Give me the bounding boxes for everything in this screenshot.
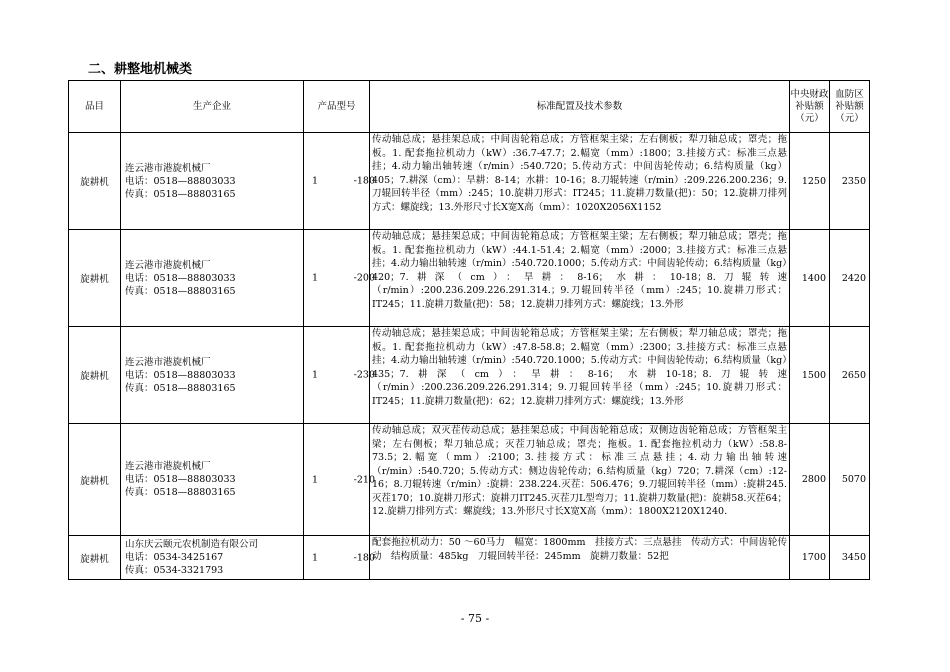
table-row [69,230,870,327]
company-cell [121,536,304,580]
company-phone: 电话：0518—88803033 [125,272,236,284]
spec-cell [370,536,790,580]
product-name: 旋耕机 [69,536,121,580]
spec-text: 传动轴总成；悬挂架总成；中间齿轮箱总成；方管框架主梁；左右侧板；犁刀轴总成；罩壳；拖板。1. 配套拖拉机动力（kW）:44.1-51.4；2.幅宽（mm）:2000；3.挂接方式：标准三点悬挂；4.动力输出轴转速（r/min）:540.720.1000；5.传动方式：中间齿轮传动；6.结构质量（kg）420；7.耕深（cm）：旱耕：8-16；水耕：10-18；8.刀辊转速（r/min）:200.236.209.226.291.314.；9.刀辊回转半径（mm）:245；10.旋耕刀形式：IT245；11.旋耕刀数量(把)：58；12.旋耕刀排列方式：螺旋线；13.外形 [372,231,787,310]
spec-text: 传动轴总成；悬挂架总成；中间齿轮箱总成；方管框架主梁；左右侧板；犁刀轴总成；罩壳；拖板。1. 配套拖拉机动力（kW）:36.7-47.7；2.幅宽（mm）:1800；3.挂接方式：标准三点悬挂；4.动力输出轴转速（r/min）:540.720；5.传动方式：中间齿轮传动；6.结构质量（kg）405；7.耕深（cm）：旱耕：8-14；水耕：10-16；8.刀辊转速（r/min）:209.226.200.236；9.刀辊回转半径（mm）:245；10.旋耕刀形式：IT245；11.旋耕刀数量(把)：50；12.旋耕刀排列方式：螺旋线；13.外形尺寸长X宽X高（mm）：1020X2056X1152 [372,134,787,213]
model-suffix: -230 [353,369,375,381]
blood-subsidy: 2350 [830,133,870,230]
central-subsidy: 1700 [790,536,830,580]
company-cell [121,230,304,327]
spec-text: 传动轴总成；悬挂架总成；中间齿轮箱总成；方管框架主梁；左右侧板；犁刀轴总成；罩壳；拖板。1. 配套拖拉机动力（kW）:47.8-58.8；2.幅宽（mm）:2300；3.挂接方式：标准三点悬挂；4.动力输出轴转速（r/min）:540.720.1000；5.传动方式：中间齿轮传动；6.结构质量（kg）435；7.耕深（cm）：旱耕：8-16；水耕10-18；8.刀辊转速（r/min）:200.236.209.226.291.314；9.刀辊回转半径（mm）:245；10.旋耕刀形式：IT245；11.旋耕刀数量(把)：62；12.旋耕刀排列方式：螺旋线；13.外形 [372,328,787,407]
company-phone: 电话：0518—88803033 [125,474,236,485]
company-fax: 传真：0518—88803165 [125,285,236,297]
model-prefix: 1 [312,369,319,381]
table-header-row [69,81,870,133]
model-suffix: -180 [353,175,375,187]
header-blood-line-1: 血防区 [835,88,864,100]
model-suffix: -180 [353,552,375,563]
section-title: 二、耕整地机械类 [88,62,193,77]
model-cell [304,133,375,230]
company-fax: 传真：0534-3321793 [125,565,224,576]
company-phone: 电话：0534-3425167 [125,552,224,563]
header-blood-line-3: （元） [835,112,864,124]
model-prefix: 1 [312,272,319,284]
company-name: 连云港市港旋机械厂 [125,162,211,174]
product-name: 旋耕机 [69,327,121,424]
company-phone: 电话：0518—88803033 [125,175,236,187]
header-central-line-1: 中央财政 [790,88,829,100]
spec-cell [370,424,790,536]
company-cell [121,424,304,536]
header-model: 产品型号 [304,81,370,133]
header-company: 生产企业 [121,81,304,133]
central-subsidy: 1250 [790,133,830,230]
header-blood-subsidy [830,81,870,133]
blood-subsidy: 2420 [830,230,870,327]
product-name: 旋耕机 [69,133,121,230]
page-number: - 75 - [460,612,490,625]
company-name: 连云港市港旋机械厂 [125,356,211,368]
model-cell [304,230,375,327]
central-subsidy: 1400 [790,230,830,327]
header-spec: 标准配置及技术参数 [370,81,790,133]
company-fax: 传真：0518—88803165 [125,382,236,394]
header-central-line-2: 补贴额 [795,100,824,112]
table-row [69,424,870,536]
table-row [69,327,870,424]
product-name: 旋耕机 [69,230,121,327]
blood-subsidy: 3450 [830,536,870,580]
company-name: 连云港市港旋机械厂 [125,461,211,472]
subsidy-table [68,80,870,580]
model-prefix: 1 [312,552,319,563]
spec-text: 传动轴总成；双灭茬传动总成；悬挂架总成；中间齿轮箱总成；双侧边齿轮箱总成；方管框架主梁；左右侧板；犁刀轴总成；灭茬刀轴总成；罩壳；拖板。1. 配套拖拉机动力（kW）:58.8-73.5；2.幅宽（mm）:2100；3.挂接方式：标准三点悬挂；4.动力输出轴转速（r/min）:540.720；5.传动方式：侧边齿轮传动；6.结构质量（kg）720；7.耕深（cm）:12-16；8.刀辊转速（r/min）:旋耕：238.224.灭茬：506.476；9.刀辊回转半径（mm）:旋耕245.灭茬170；10.旋耕刀形式：旋耕刀IT245.灭茬刀L型弯刀；11.旋耕刀数量(把)：旋耕58.灭茬64；12.旋耕刀排列方式：螺旋线；13.外形尺寸长X宽X高（mm）：1800X2120X1240. [372,425,788,517]
central-subsidy: 1500 [790,327,830,424]
spec-cell [370,230,790,327]
company-cell [121,327,304,424]
product-name: 旋耕机 [69,424,121,536]
spec-text: 配套拖拉机动力：50 ～60马力 幅宽：1800mm 挂接方式：三点悬挂 传动方式：中间齿轮传动 结构质量：485kg 刀辊回转半径：245mm 旋耕刀数量：52把 [372,537,787,562]
company-phone: 电话：0518—88803033 [125,369,236,381]
company-fax: 传真：0518—88803165 [125,487,236,498]
model-cell [304,424,375,536]
model-suffix: -210 [353,474,375,485]
table-row [69,133,870,230]
header-central-subsidy [790,81,830,133]
model-cell [304,327,375,424]
header-blood-line-2: 补贴额 [835,100,864,112]
model-prefix: 1 [312,175,319,187]
company-fax: 传真：0518—88803165 [125,188,236,200]
blood-subsidy: 2650 [830,327,870,424]
spec-cell [370,133,790,230]
central-subsidy: 2800 [790,424,830,536]
model-prefix: 1 [312,474,319,485]
blood-subsidy: 5070 [830,424,870,536]
company-name: 连云港市港旋机械厂 [125,259,211,271]
model-cell [304,536,375,580]
model-suffix: -200 [353,272,375,284]
header-name: 品目 [69,81,121,133]
company-name: 山东庆云颐元农机制造有限公司 [125,539,259,550]
company-cell [121,133,304,230]
spec-cell [370,327,790,424]
table-row [69,536,870,580]
header-central-line-3: （元） [795,112,824,124]
